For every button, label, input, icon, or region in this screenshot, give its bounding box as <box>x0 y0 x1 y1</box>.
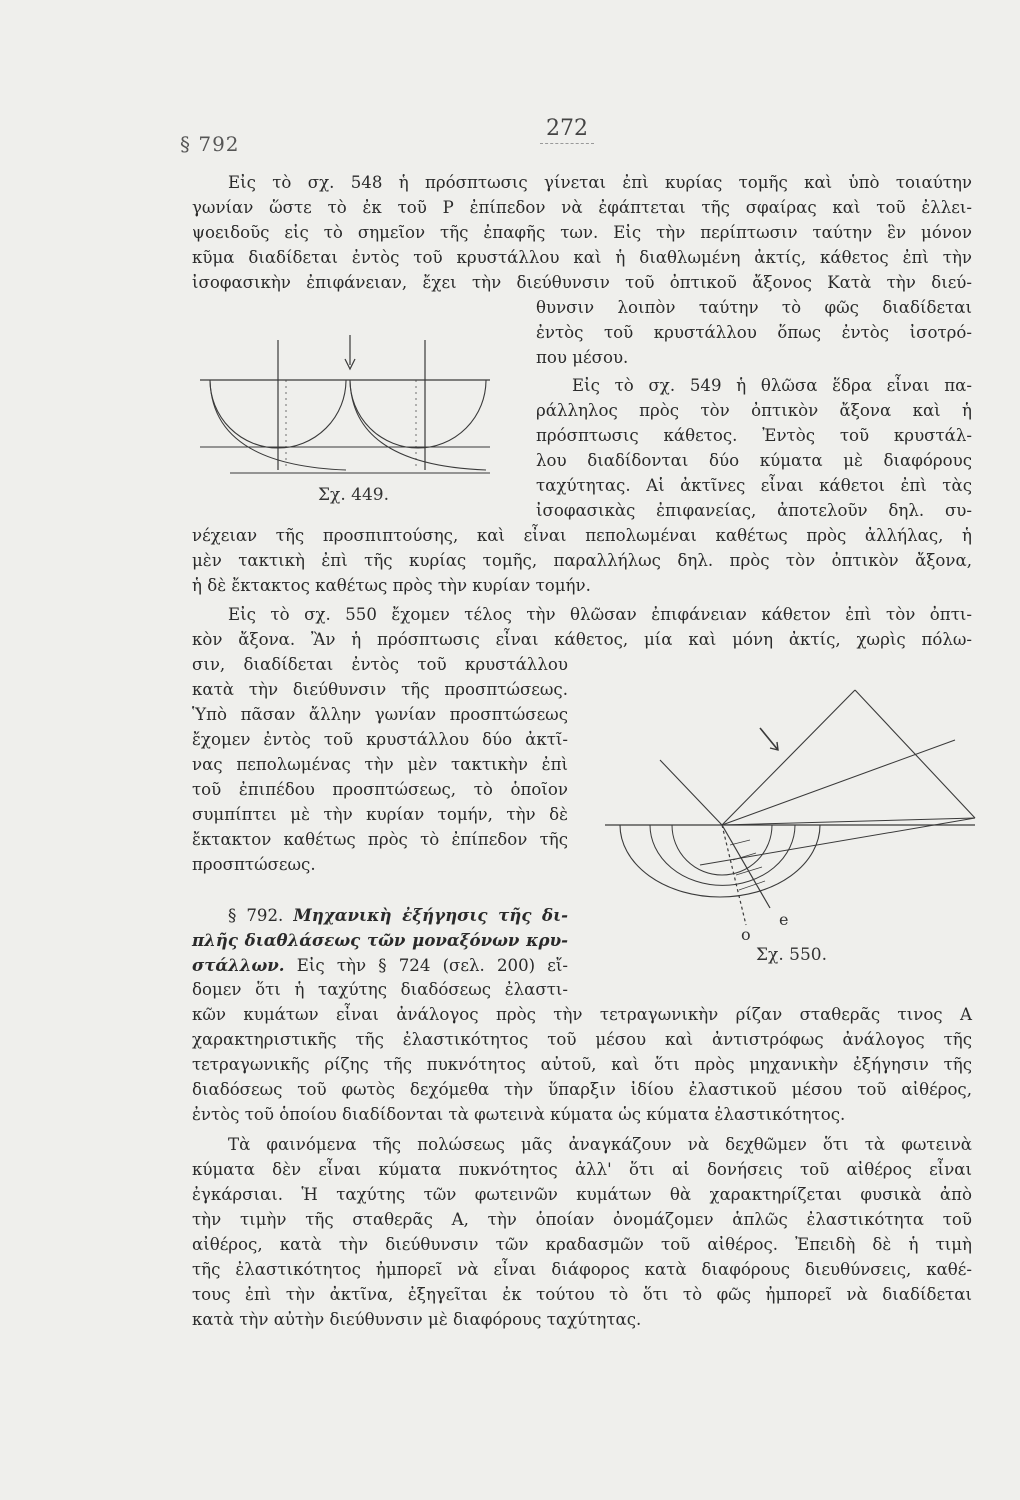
page-number: 272 <box>540 116 594 144</box>
text-line: διαδόσεως τοῦ φωτὸς δεχόμεθα τὴν ὕπαρξιν ἰδίου ἐλαστικοῦ μέσου τοῦ αἰθέρος, <box>192 1080 972 1099</box>
section-792-line-3 <box>192 954 568 977</box>
text-line: δομεν ὅτι ἡ ταχύτης διαδόσεως ἐλαστι- <box>192 980 568 999</box>
text-line: Εἰς τὸ σχ. 550 ἔχομεν τέλος τὴν θλῶσαν ἐπιφάνειαν κάθετον ἐπὶ τὸν ὀπτι- <box>228 605 972 624</box>
figure-449 <box>200 335 500 465</box>
text-line: κῶν κυμάτων εἶναι ἀνάλογος πρὸς τὴν τετραγωνικὴν ρίζαν σταθερᾶς τινος A <box>192 1005 972 1024</box>
text-line: ἰσοφασικὴν ἐπιφάνειαν, ἔχει τὴν διεύθυνσιν τοῦ ὀπτικοῦ ἄξονος Κατὰ τὴν διεύ- <box>192 273 972 292</box>
text-line: ἔχομεν ἐντὸς τοῦ κρυστάλλου δύο ἀκτῖ- <box>192 730 568 749</box>
text-line: τετραγωνικῆς ρίζης τῆς πυκνότητος αὐτοῦ, καὶ ὅτι πρὸς μηχανικὴν ἐξήγησιν τῆς <box>192 1055 972 1074</box>
text-line: ἰσοφασικὰς ἐπιφανείας, ἀποτελοῦν δηλ. συ- <box>536 501 972 520</box>
text-line: Ὑπὸ πᾶσαν ἄλλην γωνίαν προσπτώσεως <box>192 705 568 724</box>
text-line: Εἰς τὸ σχ. 549 ἡ θλῶσα ἕδρα εἶναι πα- <box>572 376 972 395</box>
text-line: κατὰ τὴν αὐτὴν διεύθυνσιν μὲ διαφόρους ταχύτητας. <box>192 1310 642 1329</box>
text-line: κατὰ τὴν διεύθυνσιν τῆς προσπτώσεως. <box>192 680 568 699</box>
text-line: ράλληλος πρὸς τὸν ὀπτικὸν ἄξονα καὶ ἡ <box>536 401 972 420</box>
text-line: κύματα δὲν εἶναι κύματα πυκνότητος ἀλλ' ὅτι αἱ δονήσεις τοῦ αἰθέρος εἶναι <box>192 1160 972 1179</box>
text-line: μὲν τακτικὴ ἐπὶ τῆς κυρίας τομῆς, παραλλήλως δηλ. πρὸς τὸν ὀπτικὸν ἄξονα, <box>192 551 972 570</box>
section-792-title-part-1: Μηχανικὴ ἐξήγησις τῆς δι- <box>293 905 568 925</box>
section-792-title-part-3: στάλλων. <box>192 955 285 975</box>
text-line: λου διαδίδονται δύο κύματα μὲ διαφόρους <box>536 451 972 470</box>
text-line: ψοειδοῦς εἰς τὸ σημεῖον τῆς ἐπαφῆς των. Εἰς τὴν περίπτωσιν ταύτην ἓν μόνον <box>192 223 972 242</box>
section-792-line-1 <box>192 904 568 927</box>
section-792-text: Εἰς τὴν § 724 (σελ. 200) εἴ- <box>296 956 568 975</box>
text-line: ἐγκάρσιαι. Ἡ ταχύτης τῶν φωτεινῶν κυμάτων θὰ χαρακτηρίζεται φυσικὰ ἀπὸ <box>192 1185 972 1204</box>
text-line: τους ἐπὶ τὴν ἀκτῖνα, ἐξηγεῖται ἐκ τούτου τὸ ὅτι τὸ φῶς ἠμπορεῖ νὰ διαδίδεται <box>192 1285 972 1304</box>
section-792-title-part-2: πλῆς διαθλάσεως τῶν μοναξόνων κρυ- <box>192 930 568 950</box>
figure-449-caption: Σχ. 449. <box>318 485 389 505</box>
figure-550-label-o: o <box>741 925 751 944</box>
figure-550-caption: Σχ. 550. <box>756 945 827 965</box>
figure-550 <box>600 680 1000 940</box>
text-line: ἡ δὲ ἔκτακτος καθέτως πρὸς τὴν κυρίαν τομήν. <box>192 576 591 595</box>
section-marker: § 792 <box>180 132 240 156</box>
text-line: ἔκτακτον καθέτως πρὸς τὸ ἐπίπεδον τῆς <box>192 830 568 849</box>
text-line: που μέσου. <box>536 348 629 367</box>
text-line: αἰθέρος, κατὰ τὴν διεύθυνσιν τῶν κραδασμῶν τοῦ αἰθέρος. Ἐπειδὴ δὲ ἡ τιμὴ <box>192 1235 972 1254</box>
figure-550-label-e: e <box>779 910 789 929</box>
text-line: τὴν τιμὴν τῆς σταθερᾶς A, τὴν ὁποίαν ὀνομάζομεν ἁπλῶς ἐλαστικότητα τοῦ <box>192 1210 972 1229</box>
text-line: κὸν ἄξονα. Ἂν ἡ πρόσπτωσις εἶναι κάθετος, μία καὶ μόνη ἀκτίς, χωρὶς πόλω- <box>192 630 972 649</box>
text-line: Τὰ φαινόμενα τῆς πολώσεως μᾶς ἀναγκάζουν νὰ δεχθῶμεν ὅτι τὰ φωτεινὰ <box>228 1135 972 1154</box>
text-line: χαρακτηριστικῆς τῆς ἐλαστικότητος τοῦ μέσου καὶ ἀντιστρόφως ἀνάλογος τῆς <box>192 1030 972 1049</box>
text-line: Εἰς τὸ σχ. 548 ἡ πρόσπτωσις γίνεται ἐπὶ κυρίας τομῆς καὶ ὑπὸ τοιαύτην <box>228 173 972 192</box>
text-line: τῆς ἐλαστικότητος ἠμπορεῖ νὰ εἶναι διάφορος κατὰ διαφόρους διευθύνσεις, καθέ- <box>192 1260 972 1279</box>
section-792-number: § 792. <box>228 906 284 925</box>
text-line: συμπίπτει μὲ τὴν κυρίαν τομήν, τὴν δὲ <box>192 805 568 824</box>
text-line: ἐντὸς τοῦ κρυστάλλου ὅπως ἐντὸς ἰσοτρό- <box>536 323 972 342</box>
text-line: σιν, διαδίδεται ἐντὸς τοῦ κρυστάλλου <box>192 655 568 674</box>
text-line: προσπτώσεως. <box>192 855 316 874</box>
text-line: πρόσπτωσις κάθετος. Ἐντὸς τοῦ κρυστάλ- <box>536 426 972 445</box>
text-line: νέχειαν τῆς προσπιπτούσης, καὶ εἶναι πεπολωμέναι καθέτως πρὸς ἀλλήλας, ἡ <box>192 526 972 545</box>
text-line: ἐντὸς τοῦ ὁποίου διαδίδονται τὰ φωτεινὰ κύματα ὡς κύματα ἐλαστικότητος. <box>192 1105 846 1124</box>
text-line: κῦμα διαδίδεται ἐντὸς τοῦ κρυστάλλου καὶ ἡ διαθλωμένη ἀκτίς, κάθετος ἐπὶ τὴν <box>192 248 972 267</box>
text-line: γωνίαν ὥστε τὸ ἐκ τοῦ P ἐπίπεδον νὰ ἐφάπτεται τῆς σφαίρας καὶ τοῦ ἐλλει- <box>192 198 972 217</box>
text-line: τοῦ ἐπιπέδου προσπτώσεως, τὸ ὁποῖον <box>192 780 568 799</box>
text-line: νας πεπολωμένας τὴν μὲν τακτικὴν ἐπὶ <box>192 755 568 774</box>
text-line: θυνσιν λοιπὸν ταύτην τὸ φῶς διαδίδεται <box>536 298 972 317</box>
text-line: ταχύτητας. Αἱ ἀκτῖνες εἶναι κάθετοι ἐπὶ τὰς <box>536 476 972 495</box>
